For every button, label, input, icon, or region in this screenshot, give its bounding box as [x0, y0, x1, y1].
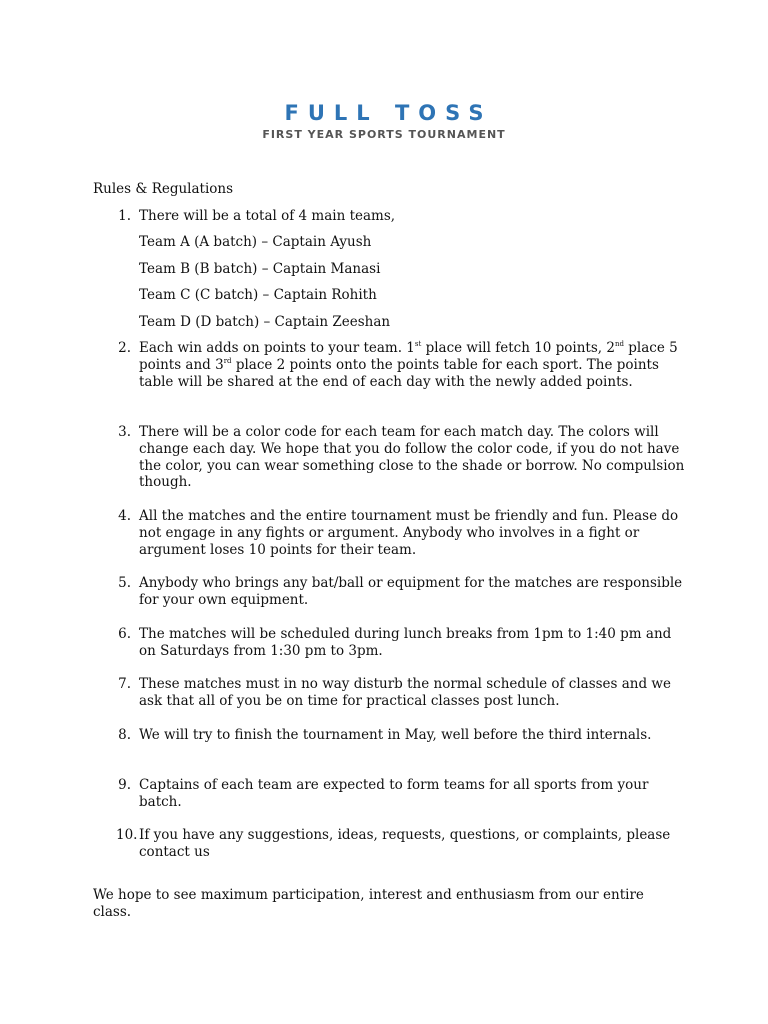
rule-number: 10. [116, 827, 138, 843]
rule-text: There will be a color code for each team for each match day. The colors will change each day. We hope that you do follow the color code, if you do not have the color, you can wear something close to the shade or borrow. No compulsion though. [139, 424, 685, 491]
rule-text: The matches will be scheduled during lunch breaks from 1pm to 1:40 pm and on Saturdays from 1:30 pm to 3pm. [139, 626, 672, 659]
rule-text: Each win adds on points to your team. 1st place will fetch 10 points, 2nd place 5 points and 3rd place 2 points onto the points table for each sport. The points table will be shared at the end of each day with the newly added points. [139, 340, 678, 390]
rule-text: If you have any suggestions, ideas, requests, questions, or complaints, please contact us [139, 827, 671, 860]
rule-number: 5. [118, 575, 131, 591]
rule-number: 8. [118, 727, 131, 743]
section-heading: Rules & Regulations [93, 181, 234, 197]
rule-number: 1. [118, 208, 131, 224]
rule-text: We will try to finish the tournament in May, well before the third internals. [139, 727, 652, 743]
rule-text: These matches must in no way disturb the normal schedule of classes and we ask that all of you be on time for practical classes post lunch. [139, 676, 671, 709]
page-title: FULL TOSS [284, 101, 493, 125]
rule-text: There will be a total of 4 main teams, [139, 208, 396, 224]
rule-text: Captains of each team are expected to form teams for all sports from your batch. [139, 777, 649, 810]
team-line: Team A (A batch) – Captain Ayush [139, 234, 372, 250]
rule-number: 7. [118, 676, 131, 692]
page-subtitle: FIRST YEAR SPORTS TOURNAMENT [262, 128, 506, 141]
team-line: Team D (D batch) – Captain Zeeshan [139, 314, 391, 330]
rule-number: 3. [118, 424, 131, 440]
team-line: Team B (B batch) – Captain Manasi [139, 261, 381, 277]
rule-number: 2. [118, 340, 131, 356]
closing-paragraph: We hope to see maximum participation, interest and enthusiasm from our entire class. [93, 887, 644, 920]
rule-number: 6. [118, 626, 131, 642]
team-line: Team C (C batch) – Captain Rohith [139, 287, 377, 303]
rule-number: 9. [118, 777, 131, 793]
rule-number: 4. [118, 508, 131, 524]
rule-text: All the matches and the entire tournament must be friendly and fun. Please do not engage in any fights or argument. Anybody who involves in a fight or argument loses 10 points for their team. [139, 508, 679, 558]
rule-text: Anybody who brings any bat/ball or equipment for the matches are responsible for your own equipment. [139, 575, 683, 608]
